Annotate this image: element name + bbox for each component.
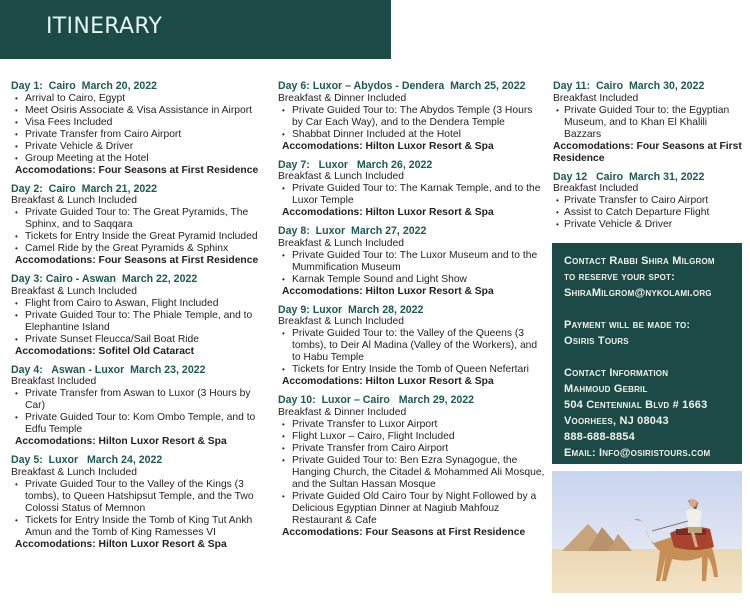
meals-included: Breakfast & Lunch Included [278, 171, 404, 182]
reserve-email-link[interactable]: ShiraMilgrom@nykolami.org [564, 287, 712, 299]
activity-list [11, 207, 271, 255]
activity-item: • Private Guided Tour to: The Karnak Temple, and to the Luxor Temple [278, 183, 546, 207]
accommodation: Accomodations: Four Seasons at First Residence [15, 255, 259, 266]
meals-included: Breakfast & Dinner Included [278, 92, 407, 104]
day-block [11, 454, 271, 551]
contact-name: Mahmoud Gebril [564, 383, 648, 395]
meals-included: Breakfast Included [553, 92, 639, 104]
day-title: Day 2: Cairo March 21, 2022 [11, 182, 158, 195]
meals-included: Breakfast & Lunch Included [278, 316, 404, 327]
day-block [11, 273, 271, 358]
activity-item: • Private Vehicle & Driver [11, 141, 271, 153]
day-title: Day 8: Luxor March 27, 2022 [278, 225, 427, 237]
contact-box [552, 243, 742, 464]
meals-included: Breakfast & Dinner Included [278, 406, 407, 418]
meals-included: Breakfast & Lunch Included [11, 466, 137, 478]
day-title: Day 5: Luxor March 24, 2022 [11, 454, 163, 466]
camel-pyramids-illustration [552, 471, 742, 593]
meals-included: Breakfast Included [11, 376, 97, 387]
activity-list [278, 183, 546, 207]
day-block [553, 80, 745, 165]
activity-item: • Private Transfer to Cairo Airport [553, 195, 745, 207]
itinerary-column-1 [11, 80, 271, 557]
accommodation: Accomodations: Four Seasons at First Residence [282, 526, 526, 538]
activity-item: • Visa Fees Included [11, 117, 271, 129]
day-block [278, 80, 546, 153]
activity-list [278, 250, 546, 286]
accommodation: Accomodations: Hilton Luxor Resort & Spa [282, 376, 494, 387]
activity-item: • Karnak Temple Sound and Light Show [278, 274, 546, 286]
day-title: Day 7: Luxor March 26, 2022 [278, 158, 433, 171]
activity-item: • Meet Osiris Associate & Visa Assistance in Airport [11, 105, 271, 117]
activity-item: • Arrival to Cairo, Egypt [11, 93, 271, 105]
activity-item: • Camel Ride by the Great Pyramids & Sphinx [11, 243, 271, 255]
payment-line-2: Osiris Tours [564, 335, 629, 347]
activity-item: • Tickets for Entry Inside the Great Pyramid Included [11, 231, 271, 243]
activity-list [11, 388, 271, 436]
accommodation: Accomodations: Hilton Luxor Resort & Spa [282, 285, 494, 297]
day-title: Day 9: Luxor March 28, 2022 [278, 303, 424, 316]
activity-item: • Private Guided Tour to: The Phiale Temple, and to Elephantine Island [11, 310, 271, 334]
activity-item: • Private Transfer from Aswan to Luxor (3 Hours by Car) [11, 388, 271, 412]
activity-list [278, 419, 546, 527]
day-title: Day 3: Cairo - Aswan March 22, 2022 [11, 273, 198, 285]
activity-list [278, 328, 546, 376]
activity-list [11, 93, 271, 165]
accommodation: Accomodations: Four Seasons at First Residence [15, 164, 259, 176]
day-block [11, 80, 271, 177]
activity-item: • Shabbat Dinner Included at the Hotel [278, 129, 546, 141]
accommodation: Accomodations: Hilton Luxor Resort & Spa [15, 538, 227, 550]
activity-item: • Private Sunset Fleucca/Sail Boat Ride [11, 334, 271, 346]
payment-section [564, 317, 734, 349]
itinerary-column-2 [278, 80, 546, 545]
day-title: Day 1: Cairo March 20, 2022 [11, 80, 158, 92]
payment-line-1: Payment will be made to: [564, 319, 691, 331]
activity-item: • Private Guided Tour to: Ben Ezra Synagogue, the Hanging Church, the Citadel & Mohammed Ali Mosque, and the Sultan Hassan Mosque [278, 455, 546, 491]
accommodation: Accomodations: Sofitel Old Cataract [15, 345, 195, 357]
accommodation: Accomodations: Hilton Luxor Resort & Spa [15, 436, 227, 447]
itinerary-column-3 [553, 80, 745, 237]
meals-included: Breakfast Included [553, 183, 639, 194]
contact-address-1: 504 Centennial Blvd # 1663 [564, 399, 708, 411]
activity-item: • Private Guided Tour to: the Valley of the Queens (3 tombs), to Deir Al Madina (Valley of the Workers), and to Habu Temple [278, 328, 546, 364]
activity-item: • Private Guided Tour to: The Luxor Museum and to the Mummification Museum [278, 250, 546, 274]
activity-item: • Private Guided Tour to the Valley of the Kings (3 tombs), to Queen Hatshipsut Temple, and the Two Colossi Status of Memnon [11, 479, 271, 515]
contact-phone[interactable]: 888-688-8854 [564, 431, 635, 443]
camel-pyramids-photo [552, 471, 742, 593]
activity-list [553, 195, 745, 231]
activity-item: • Flight from Cairo to Aswan, Flight Included [11, 298, 271, 310]
day-block [553, 171, 745, 232]
day-block [278, 304, 546, 389]
contact-info-heading: Contact Information [564, 367, 669, 379]
accommodation: Accomodations: Four Seasons at First Residence [553, 140, 742, 164]
day-block [278, 394, 546, 539]
accommodation: Accomodations: Hilton Luxor Resort & Spa [282, 140, 494, 152]
activity-item: • Private Transfer from Cairo Airport [278, 443, 546, 455]
activity-list [11, 479, 271, 539]
page-title: ITINERARY [46, 14, 163, 39]
meals-included: Breakfast & Lunch Included [278, 237, 404, 249]
activity-list [11, 298, 271, 346]
activity-item: • Private Guided Tour to: Kom Ombo Temple, and to Edfu Temple [11, 412, 271, 436]
activity-item: • Private Guided Tour to: The Abydos Temple (3 Hours by Car Each Way), and to the Dendera Temple [278, 105, 546, 129]
activity-list [278, 105, 546, 141]
activity-item: • Private Guided Tour to: the Egyptian Museum, and to Khan El Khalili Bazzars [553, 105, 745, 141]
day-block [11, 364, 271, 449]
day-block [11, 183, 271, 268]
meals-included: Breakfast & Lunch Included [11, 285, 137, 297]
accommodation: Accomodations: Hilton Luxor Resort & Spa [282, 207, 494, 218]
activity-item: • Assist to Catch Departure Flight [553, 207, 745, 219]
activity-item: • Private Transfer from Cairo Airport [11, 129, 271, 141]
activity-list [553, 105, 745, 141]
reserve-line-2: to reserve your spot: [564, 271, 675, 283]
activity-item: • Private Vehicle & Driver [553, 219, 745, 231]
activity-item: • Tickets for Entry Inside the Tomb of Queen Nefertari [278, 364, 546, 376]
day-title: Day 6: Luxor – Abydos - Dendera March 25, 2022 [278, 80, 526, 92]
day-title: Day 12 Cairo March 31, 2022 [553, 170, 705, 183]
contact-address-2: Voorhees, NJ 08043 [564, 415, 669, 427]
day-block [278, 225, 546, 298]
meals-included: Breakfast & Lunch Included [11, 195, 137, 206]
contact-info-section [564, 365, 734, 461]
activity-item: • Private Transfer to Luxor Airport [278, 419, 546, 431]
activity-item: • Tickets for Entry Inside the Tomb of King Tut Ankh Amun and the Tomb of King Ramesses VI [11, 515, 271, 539]
day-title: Day 11: Cairo March 30, 2022 [553, 80, 705, 92]
contact-email-link[interactable]: Email: Info@osiristours.com [564, 447, 711, 459]
activity-item: • Group Meeting at the Hotel [11, 153, 271, 165]
day-title: Day 10: Luxor – Cairo March 29, 2022 [278, 394, 475, 406]
reserve-line-1: Contact Rabbi Shira Milgrom [564, 255, 715, 267]
day-title: Day 4: Aswan - Luxor March 23, 2022 [11, 363, 206, 376]
itinerary-header-banner [0, 0, 391, 59]
activity-item: • Private Guided Tour to: The Great Pyramids, The Sphinx, and to Saqqara [11, 207, 271, 231]
day-block [278, 159, 546, 220]
activity-item: • Private Guided Old Cairo Tour by Night Followed by a Delicious Egyptian Dinner at Nagiub Mahfouz Restaurant & Cafe [278, 491, 546, 527]
reserve-section [564, 253, 734, 301]
activity-item: • Flight Luxor – Cairo, Flight Included [278, 431, 546, 443]
